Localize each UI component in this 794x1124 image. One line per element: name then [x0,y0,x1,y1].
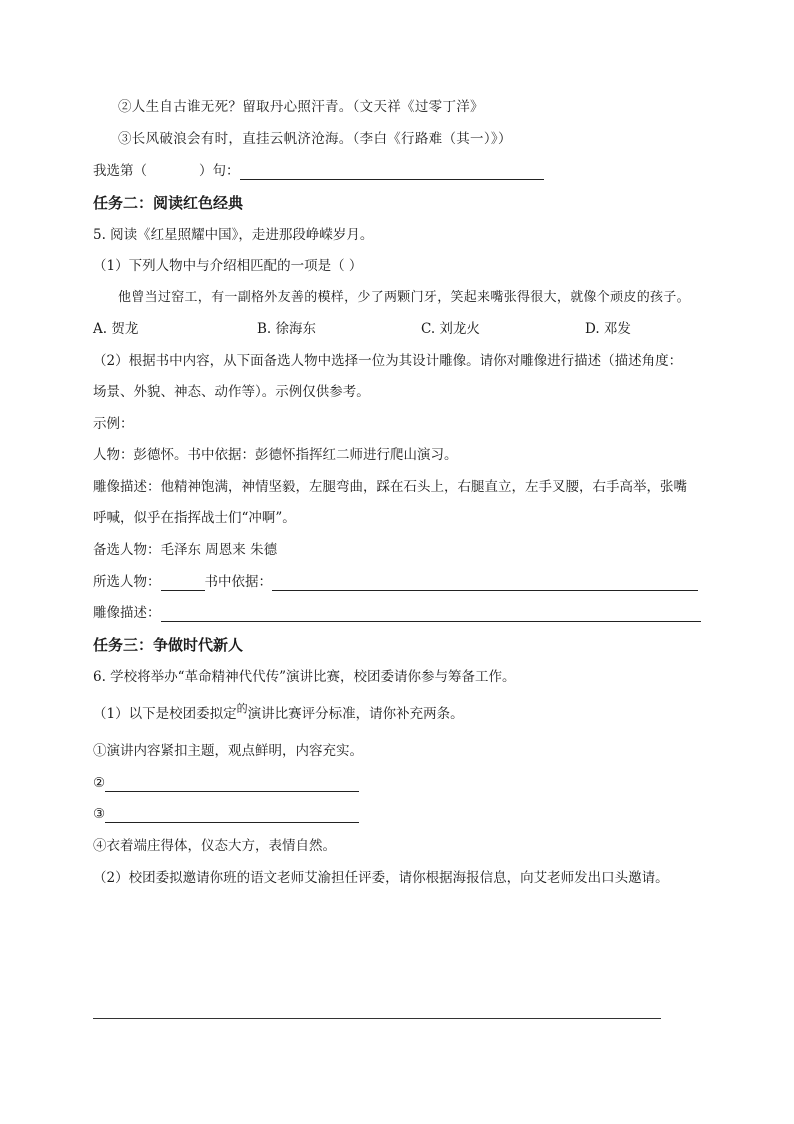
verse-2: ②人生自古谁无死？留取丹心照汗青。（文天祥《过零丁洋》 [118,99,484,115]
option-b: B. 徐海东 [257,321,317,337]
option-c: C. 刘龙火 [421,321,480,337]
choose-middle: ）句： [199,163,240,179]
book-basis-blank[interactable] [272,576,698,591]
question-6-1 [93,702,464,724]
statue-desc-label: 雕像描述： [93,605,161,621]
question-6: 6. 学校将举办“革命精神代代传”演讲比赛，校团委请你参与筹备工作。 [93,669,516,685]
candidate-list: 备选人物：毛泽东 周恩来 朱德 [93,542,278,558]
selected-person-label: 所选人物： [93,574,161,590]
example-label: 示例： [93,416,134,432]
criterion-1: ①演讲内容紧扣主题，观点鲜明，内容充实。 [93,743,363,759]
verse-3: ③长风破浪会有时，直挂云帆济沧海。（李白《行路难（其一）》） [118,131,512,147]
statue-desc-line [93,604,701,622]
choose-prefix: 我选第（ [93,163,147,179]
question-6-1-superscript: 的 [236,702,248,715]
question-6-2: （2）校团委拟邀请你班的语文老师艾渝担任评委，请你根据海报信息，向艾老师发出口头邀请。 [93,870,669,886]
choose-answer-blank[interactable] [240,165,544,180]
criterion-2-line [93,774,359,792]
criterion-3-line [93,805,359,823]
task3-heading: 任务三：争做时代新人 [93,636,244,654]
example-person: 人物：彭德怀。书中依据：彭德怀指挥红二师进行爬山演习。 [93,447,458,463]
question-6-1-part-b: 演讲比赛评分标准，请你补充两条。 [247,706,464,722]
book-basis-label: 书中依据： [204,574,272,590]
selected-person-blank[interactable] [161,576,205,591]
task2-heading: 任务二：阅读红色经典 [93,194,244,212]
choose-verse-line [93,162,544,180]
criterion-3-blank[interactable] [105,808,359,823]
criterion-4: ④衣着端庄得体，仪态大方，表情自然。 [93,838,336,854]
option-a: A. 贺龙 [93,321,139,337]
question-5-2-line2: 场景、外貌、神态、动作等）。示例仅供参考。 [93,384,370,400]
criterion-2-marker: ② [93,775,106,791]
example-desc-line2: 呼喊，似乎在指挥战士们“冲啊”。 [93,510,296,526]
question-5: 5. 阅读《红星照耀中国》，走进那段峥嵘岁月。 [93,227,374,243]
criterion-2-blank[interactable] [105,777,359,792]
selected-person-line [93,573,698,591]
footer-divider [93,1018,661,1019]
question-6-1-part-a: （1）以下是校团委拟定 [93,706,237,722]
question-5-1: （1）下列人物中与介绍相匹配的一项是（ ） [93,258,363,274]
question-5-2-line1: （2）根据书中内容，从下面备选人物中选择一位为其设计雕像。请你对雕像进行描述（描述角度： [93,353,683,369]
option-d: D. 邓发 [585,321,631,337]
example-desc-line1: 雕像描述：他精神饱满，神情坚毅，左腿弯曲，踩在石头上，右腿直立，左手叉腰，右手高举，张嘴 [93,479,687,495]
criterion-3-marker: ③ [93,806,106,822]
character-quote: 他曾当过窑工，有一副格外友善的模样，少了两颗门牙，笑起来嘴张得很大，就像个顽皮的孩子。 [118,290,690,305]
statue-desc-blank[interactable] [161,607,701,622]
